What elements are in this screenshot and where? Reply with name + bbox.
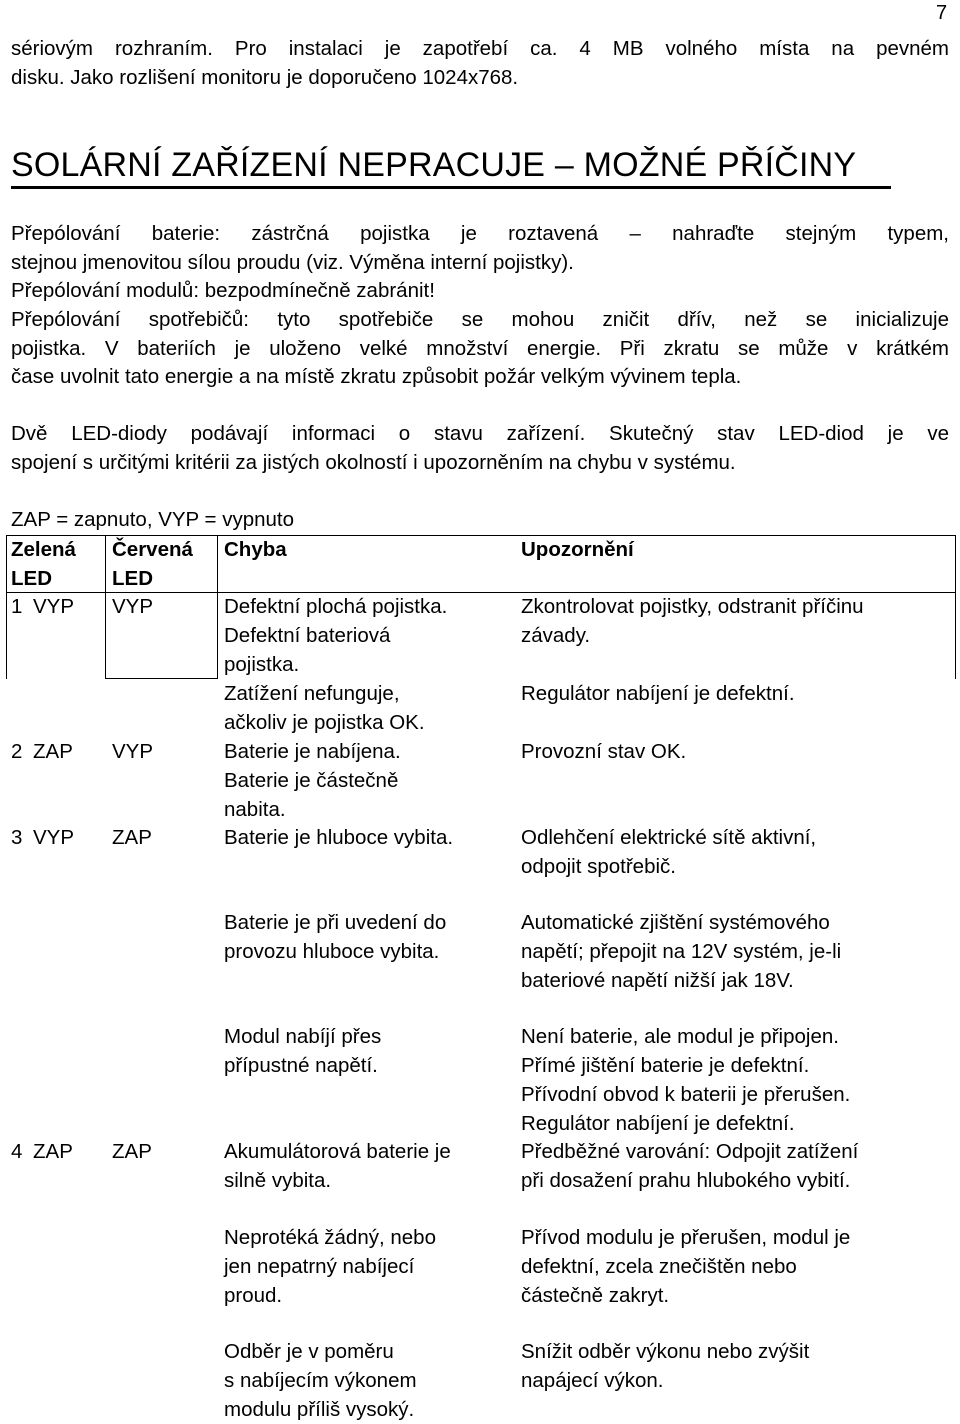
note-text: Odlehčení elektrické sítě aktivní, odpojit spotřebič. xyxy=(521,826,817,878)
fault-text: Zatížení nefunguje, ačkoliv je pojistka OK. xyxy=(224,682,425,734)
row-number: 2 xyxy=(11,740,23,763)
paragraph-2: Přepólování modulů: bezpodmínečně zabránit! xyxy=(11,279,435,302)
note-text: Automatické zjištění systémového napětí; přepojit na 12V systém, je-li bateriové napětí nižší jak 18V. xyxy=(521,911,842,992)
paragraph-1-line-2: stejnou jmenovitou sílou proudu (viz. Výměna interní pojistky). xyxy=(11,251,574,274)
paragraph-3-line-3: čase uvolnit tato energie a na místě zkratu způsobit požár velkým vývinem tepla. xyxy=(11,365,742,388)
row-number: 1 xyxy=(11,595,23,618)
page-number: 7 xyxy=(936,2,948,24)
red-led-state: VYP xyxy=(112,740,154,763)
heading-underline xyxy=(11,186,891,189)
header-fault: Chyba xyxy=(224,538,287,561)
note-text: Předběžné varování: Odpojit zatížení při dosažení prahu hlubokého vybití. xyxy=(521,1140,859,1192)
paragraph-4-line-2: spojení s určitými kritérii za jistých okolností i upozorněním na chybu v systému. xyxy=(11,451,736,474)
red-led-state: VYP xyxy=(112,595,154,618)
paragraph-3-line-1: Přepólování spotřebičů: tyto spotřebiče se mohou zničit dřív, než se inicializuje xyxy=(11,308,949,331)
note-text: Zkontrolovat pojistky, odstranit příčinu závady. xyxy=(521,595,864,647)
table-partial-border xyxy=(105,678,218,679)
fault-text: Baterie je při uvedení do provozu hluboce vybita. xyxy=(224,911,447,963)
green-led-state: VYP xyxy=(33,826,75,849)
fault-text: Odběr je v poměru s nabíjecím výkonem modulu příliš vysoký. xyxy=(224,1340,417,1421)
table-col-divider-1 xyxy=(105,535,106,679)
green-led-state: ZAP xyxy=(33,740,73,763)
table-left-border xyxy=(6,535,7,679)
table-col-divider-2 xyxy=(217,535,218,679)
section-heading: SOLÁRNÍ ZAŘÍZENÍ NEPRACUJE – MOŽNÉ PŘÍČINY xyxy=(11,146,857,184)
note-text: Není baterie, ale modul je připojen. Přímé jištění baterie je defektní. Přívodní obvod k baterii je přerušen. Regulátor nabíjení je defektní. xyxy=(521,1025,851,1135)
header-note: Upozornění xyxy=(521,538,634,561)
legend: ZAP = zapnuto, VYP = vypnuto xyxy=(11,508,295,531)
row-number: 3 xyxy=(11,826,23,849)
red-led-state: ZAP xyxy=(112,1140,152,1163)
fault-text: Defektní plochá pojistka. Defektní bateriová pojistka. xyxy=(224,595,448,676)
note-text: Přívod modulu je přerušen, modul je defektní, zcela znečištěn nebo částečně zakryt. xyxy=(521,1226,851,1307)
header-red-led: Červená LED xyxy=(112,538,193,590)
header-green-led: Zelená LED xyxy=(11,538,76,590)
fault-text: Baterie je hluboce vybita. xyxy=(224,826,454,849)
row-number: 4 xyxy=(11,1140,23,1163)
note-text: Provozní stav OK. xyxy=(521,740,687,763)
green-led-state: VYP xyxy=(33,595,75,618)
fault-text: Neprotéká žádný, nebo jen nepatrný nabíjecí proud. xyxy=(224,1226,436,1307)
paragraph-1-line-1: Přepólování baterie: zástrčná pojistka je roztavená – nahraďte stejným typem, xyxy=(11,222,949,245)
intro-line-1: sériovým rozhraním. Pro instalaci je zapotřebí ca. 4 MB volného místa na pevném xyxy=(11,37,949,60)
red-led-state: ZAP xyxy=(112,826,152,849)
paragraph-4-line-1: Dvě LED-diody podávají informaci o stavu zařízení. Skutečný stav LED-diod je ve xyxy=(11,422,949,445)
fault-text: Baterie je nabíjena. Baterie je částečně nabita. xyxy=(224,740,401,821)
note-text: Regulátor nabíjení je defektní. xyxy=(521,682,795,705)
fault-text: Modul nabíjí přes přípustné napětí. xyxy=(224,1025,382,1077)
fault-text: Akumulátorová baterie je silně vybita. xyxy=(224,1140,451,1192)
table-right-border xyxy=(955,535,956,679)
paragraph-3-line-2: pojistka. V bateriích je uloženo velké množství energie. Při zkratu se může v krátkém xyxy=(11,337,949,360)
note-text: Snížit odběr výkonu nebo zvýšit napájecí výkon. xyxy=(521,1340,810,1392)
green-led-state: ZAP xyxy=(33,1140,73,1163)
intro-line-2: disku. Jako rozlišení monitoru je doporučeno 1024x768. xyxy=(11,66,519,89)
